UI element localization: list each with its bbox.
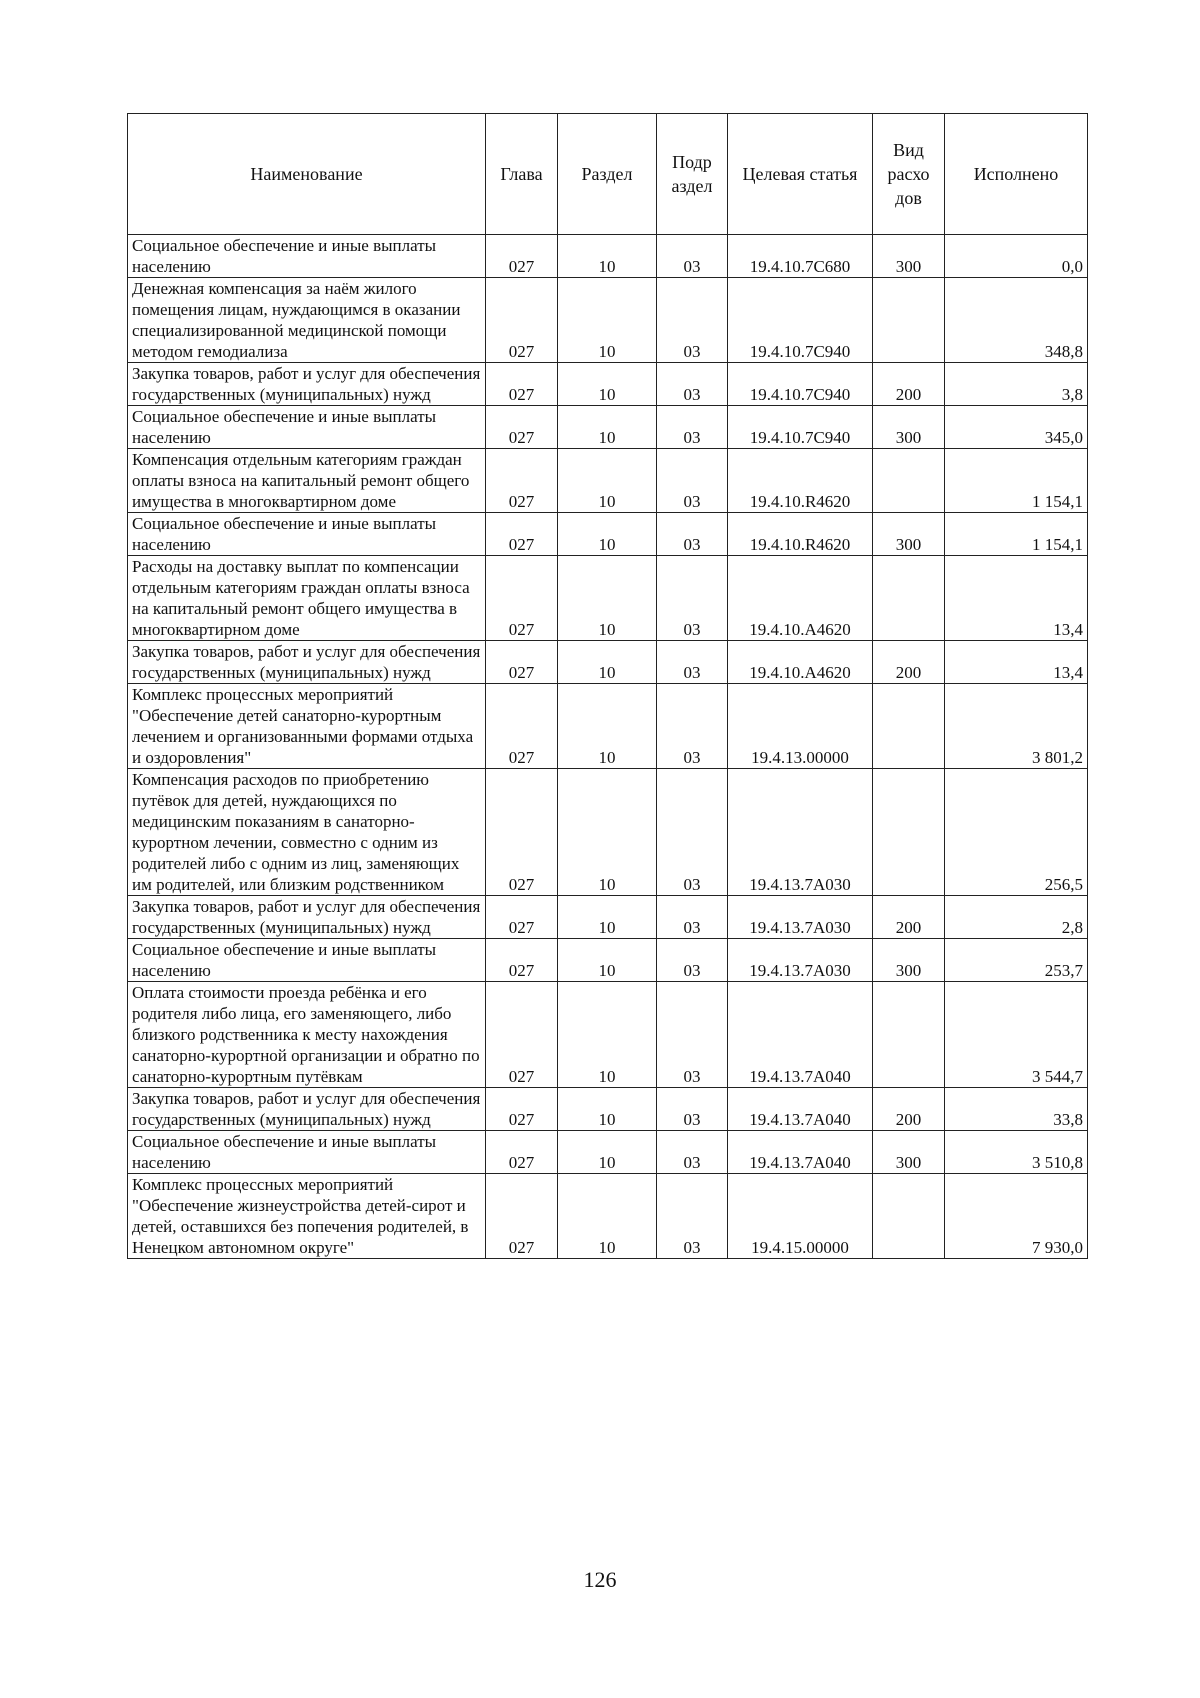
header-glava: Глава: [486, 114, 558, 235]
table-row: [128, 1131, 1088, 1174]
row-ispolneno: 1 154,1: [945, 449, 1088, 513]
row-podrazdel: 03: [657, 1131, 728, 1174]
row-podrazdel: 03: [657, 896, 728, 939]
row-glava: 027: [486, 1174, 558, 1259]
row-name: Оплата стоимости проезда ребёнка и его родителя либо лица, его заменяющего, либо близкого родственника к месту нахождения санаторно-курортной организации и обратно по санаторно-курортным путёвкам: [128, 982, 486, 1088]
row-celevaya-statya: 19.4.10.А4620: [728, 641, 873, 684]
row-ispolneno: 256,5: [945, 769, 1088, 896]
row-razdel: 10: [558, 939, 657, 982]
header-podrazdel: Подр аздел: [657, 114, 728, 235]
row-glava: 027: [486, 278, 558, 363]
table-row: [128, 939, 1088, 982]
header-vid-rashodov: Вид расхо дов: [873, 114, 945, 235]
row-glava: 027: [486, 1131, 558, 1174]
row-ispolneno: 3 544,7: [945, 982, 1088, 1088]
row-celevaya-statya: 19.4.10.7С940: [728, 406, 873, 449]
row-name: Закупка товаров, работ и услуг для обеспечения государственных (муниципальных) нужд: [128, 1088, 486, 1131]
row-razdel: 10: [558, 449, 657, 513]
row-ispolneno: 253,7: [945, 939, 1088, 982]
row-vid-rashodov: 200: [873, 641, 945, 684]
row-vid-rashodov: 300: [873, 513, 945, 556]
row-celevaya-statya: 19.4.10.R4620: [728, 513, 873, 556]
row-ispolneno: 1 154,1: [945, 513, 1088, 556]
row-ispolneno: 0,0: [945, 235, 1088, 278]
row-name: Расходы на доставку выплат по компенсации отдельным категориям граждан оплаты взноса на капитальный ремонт общего имущества в многоквартирном доме: [128, 556, 486, 641]
table-row: [128, 1174, 1088, 1259]
row-razdel: 10: [558, 278, 657, 363]
row-glava: 027: [486, 449, 558, 513]
row-celevaya-statya: 19.4.13.7А040: [728, 1131, 873, 1174]
header-celevaya-statya: Целевая статья: [728, 114, 873, 235]
row-vid-rashodov: [873, 982, 945, 1088]
row-vid-rashodov: 200: [873, 896, 945, 939]
row-podrazdel: 03: [657, 449, 728, 513]
row-vid-rashodov: [873, 449, 945, 513]
row-ispolneno: 3 801,2: [945, 684, 1088, 769]
row-razdel: 10: [558, 363, 657, 406]
budget-table: [127, 113, 1088, 1259]
row-celevaya-statya: 19.4.13.00000: [728, 684, 873, 769]
row-glava: 027: [486, 896, 558, 939]
row-ispolneno: 13,4: [945, 556, 1088, 641]
row-vid-rashodov: 300: [873, 406, 945, 449]
row-vid-rashodov: [873, 278, 945, 363]
row-ispolneno: 3,8: [945, 363, 1088, 406]
row-razdel: 10: [558, 1131, 657, 1174]
row-celevaya-statya: 19.4.10.7С680: [728, 235, 873, 278]
row-podrazdel: 03: [657, 769, 728, 896]
row-razdel: 10: [558, 235, 657, 278]
table-body: [128, 235, 1088, 1259]
row-razdel: 10: [558, 982, 657, 1088]
row-razdel: 10: [558, 513, 657, 556]
row-vid-rashodov: 200: [873, 363, 945, 406]
row-celevaya-statya: 19.4.15.00000: [728, 1174, 873, 1259]
row-podrazdel: 03: [657, 513, 728, 556]
row-razdel: 10: [558, 641, 657, 684]
row-vid-rashodov: [873, 684, 945, 769]
row-podrazdel: 03: [657, 235, 728, 278]
row-glava: 027: [486, 513, 558, 556]
row-podrazdel: 03: [657, 278, 728, 363]
row-glava: 027: [486, 406, 558, 449]
row-ispolneno: 3 510,8: [945, 1131, 1088, 1174]
row-podrazdel: 03: [657, 363, 728, 406]
row-podrazdel: 03: [657, 556, 728, 641]
header-name: Наименование: [128, 114, 486, 235]
row-celevaya-statya: 19.4.13.7А040: [728, 982, 873, 1088]
row-podrazdel: 03: [657, 1174, 728, 1259]
row-celevaya-statya: 19.4.10.R4620: [728, 449, 873, 513]
row-name: Компенсация расходов по приобретению путёвок для детей, нуждающихся по медицинским показаниям в санаторно-курортном лечении, совместно с одним из родителей либо с одним из лиц, заменяющих им родителей, или близким родственником: [128, 769, 486, 896]
row-vid-rashodov: [873, 769, 945, 896]
row-podrazdel: 03: [657, 1088, 728, 1131]
table-row: [128, 406, 1088, 449]
table-header-row: [128, 114, 1088, 235]
row-name: Закупка товаров, работ и услуг для обеспечения государственных (муниципальных) нужд: [128, 896, 486, 939]
table-row: [128, 363, 1088, 406]
row-celevaya-statya: 19.4.13.7А030: [728, 769, 873, 896]
table-row: [128, 278, 1088, 363]
row-celevaya-statya: 19.4.10.7С940: [728, 278, 873, 363]
row-celevaya-statya: 19.4.10.А4620: [728, 556, 873, 641]
row-name: Компенсация отдельным категориям граждан оплаты взноса на капитальный ремонт общего имущества в многоквартирном доме: [128, 449, 486, 513]
row-name: Закупка товаров, работ и услуг для обеспечения государственных (муниципальных) нужд: [128, 363, 486, 406]
table-row: [128, 896, 1088, 939]
row-celevaya-statya: 19.4.13.7А040: [728, 1088, 873, 1131]
table-row: [128, 982, 1088, 1088]
table-row: [128, 769, 1088, 896]
table-row: [128, 641, 1088, 684]
row-name: Социальное обеспечение и иные выплаты населению: [128, 939, 486, 982]
row-razdel: 10: [558, 1174, 657, 1259]
header-razdel: Раздел: [558, 114, 657, 235]
row-name: Денежная компенсация за наём жилого помещения лицам, нуждающимся в оказании специализированной медицинской помощи методом гемодиализа: [128, 278, 486, 363]
row-name: Социальное обеспечение и иные выплаты населению: [128, 406, 486, 449]
row-glava: 027: [486, 235, 558, 278]
table-row: [128, 1088, 1088, 1131]
row-razdel: 10: [558, 684, 657, 769]
row-podrazdel: 03: [657, 406, 728, 449]
table-row: [128, 556, 1088, 641]
row-vid-rashodov: 300: [873, 235, 945, 278]
row-razdel: 10: [558, 1088, 657, 1131]
table-row: [128, 235, 1088, 278]
row-razdel: 10: [558, 769, 657, 896]
table-row: [128, 513, 1088, 556]
row-glava: 027: [486, 769, 558, 896]
row-celevaya-statya: 19.4.13.7А030: [728, 939, 873, 982]
table-row: [128, 684, 1088, 769]
row-vid-rashodov: [873, 556, 945, 641]
page-number: 126: [583, 1567, 617, 1592]
row-name: Социальное обеспечение и иные выплаты населению: [128, 235, 486, 278]
row-glava: 027: [486, 982, 558, 1088]
row-podrazdel: 03: [657, 939, 728, 982]
row-glava: 027: [486, 939, 558, 982]
row-ispolneno: 13,4: [945, 641, 1088, 684]
row-vid-rashodov: [873, 1174, 945, 1259]
row-glava: 027: [486, 363, 558, 406]
row-vid-rashodov: 300: [873, 939, 945, 982]
row-podrazdel: 03: [657, 684, 728, 769]
row-ispolneno: 33,8: [945, 1088, 1088, 1131]
row-ispolneno: 7 930,0: [945, 1174, 1088, 1259]
row-vid-rashodov: 300: [873, 1131, 945, 1174]
row-razdel: 10: [558, 896, 657, 939]
row-glava: 027: [486, 556, 558, 641]
row-razdel: 10: [558, 406, 657, 449]
row-ispolneno: 345,0: [945, 406, 1088, 449]
row-podrazdel: 03: [657, 641, 728, 684]
row-razdel: 10: [558, 556, 657, 641]
row-celevaya-statya: 19.4.10.7С940: [728, 363, 873, 406]
table-row: [128, 449, 1088, 513]
row-glava: 027: [486, 684, 558, 769]
row-glava: 027: [486, 641, 558, 684]
row-celevaya-statya: 19.4.13.7А030: [728, 896, 873, 939]
row-name: Закупка товаров, работ и услуг для обеспечения государственных (муниципальных) нужд: [128, 641, 486, 684]
row-podrazdel: 03: [657, 982, 728, 1088]
header-ispolneno: Исполнено: [945, 114, 1088, 235]
row-name: Социальное обеспечение и иные выплаты населению: [128, 513, 486, 556]
row-ispolneno: 2,8: [945, 896, 1088, 939]
row-name: Комплекс процессных мероприятий "Обеспечение жизнеустройства детей-сирот и детей, оставшихся без попечения родителей, в Ненецком автономном округе": [128, 1174, 486, 1259]
row-vid-rashodov: 200: [873, 1088, 945, 1131]
row-ispolneno: 348,8: [945, 278, 1088, 363]
row-name: Социальное обеспечение и иные выплаты населению: [128, 1131, 486, 1174]
row-glava: 027: [486, 1088, 558, 1131]
row-name: Комплекс процессных мероприятий "Обеспечение детей санаторно-курортным лечением и организованными формами отдыха и оздоровления": [128, 684, 486, 769]
